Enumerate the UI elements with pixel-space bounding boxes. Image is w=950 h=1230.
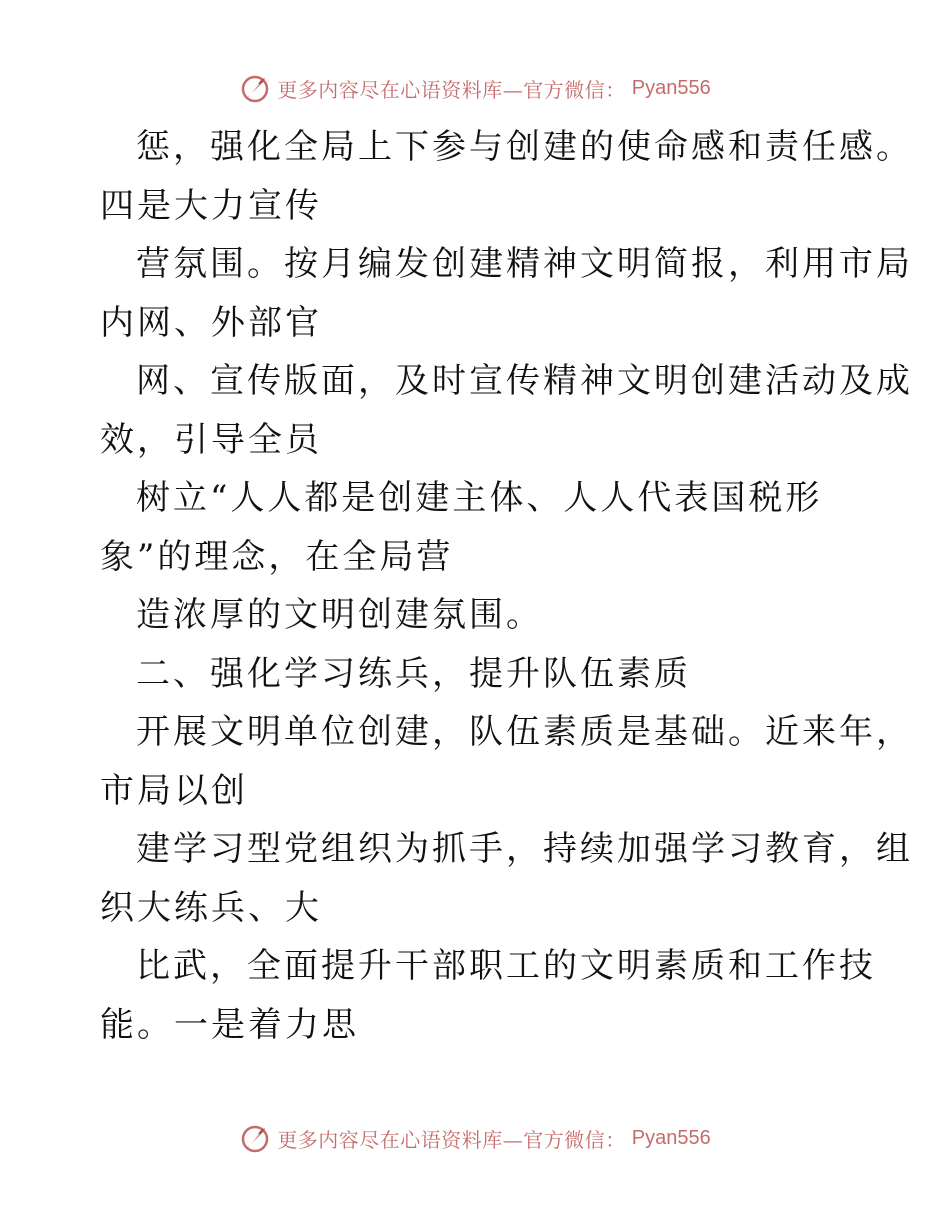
document-body [100,118,913,1054]
text-line: 织大练兵、大 [100,887,322,928]
text-line: 内网、外部官 [100,302,322,343]
text-line: 网、宣传版面，及时宣传精神文明创建活动及成 [136,361,913,401]
text-line: 造浓厚的文明创建氛围。 [136,595,543,635]
text-line: 效，引导全员 [100,419,322,460]
watermark-text: 更多内容尽在心语资料库—官方微信： [277,77,626,102]
text-line: 象”的理念，在全局营 [100,536,454,577]
text-line: 建学习型党组织为抓手，持续加强学习教育，组 [136,829,913,869]
text-line: 树立“人人都是创建主体、人人代表国税形 [136,478,823,518]
watermark-wechat-id: Pyan556 [631,76,711,99]
text-line: 开展文明单位创建，队伍素质是基础。近来年， [136,712,913,752]
quill-logo-icon [239,1122,271,1154]
text-line: 惩，强化全局上下参与创建的使命感和责任感。 [136,127,913,167]
text-line: 比武，全面提升干部职工的文明素质和工作技 [136,946,876,986]
section-heading: 二、强化学习练兵，提升队伍素质 [136,653,691,694]
header-watermark [0,72,950,104]
watermark-text: 更多内容尽在心语资料库—官方微信： [277,1127,626,1152]
text-line: 能。一是着力思 [100,1004,359,1045]
footer-watermark [0,1122,950,1154]
watermark-wechat-id: Pyan556 [631,1126,711,1149]
quill-logo-icon [239,72,271,104]
text-line: 营氛围。按月编发创建精神文明简报，利用市局 [136,244,913,284]
text-line: 市局以创 [100,770,248,811]
text-line: 四是大力宣传 [100,185,322,226]
